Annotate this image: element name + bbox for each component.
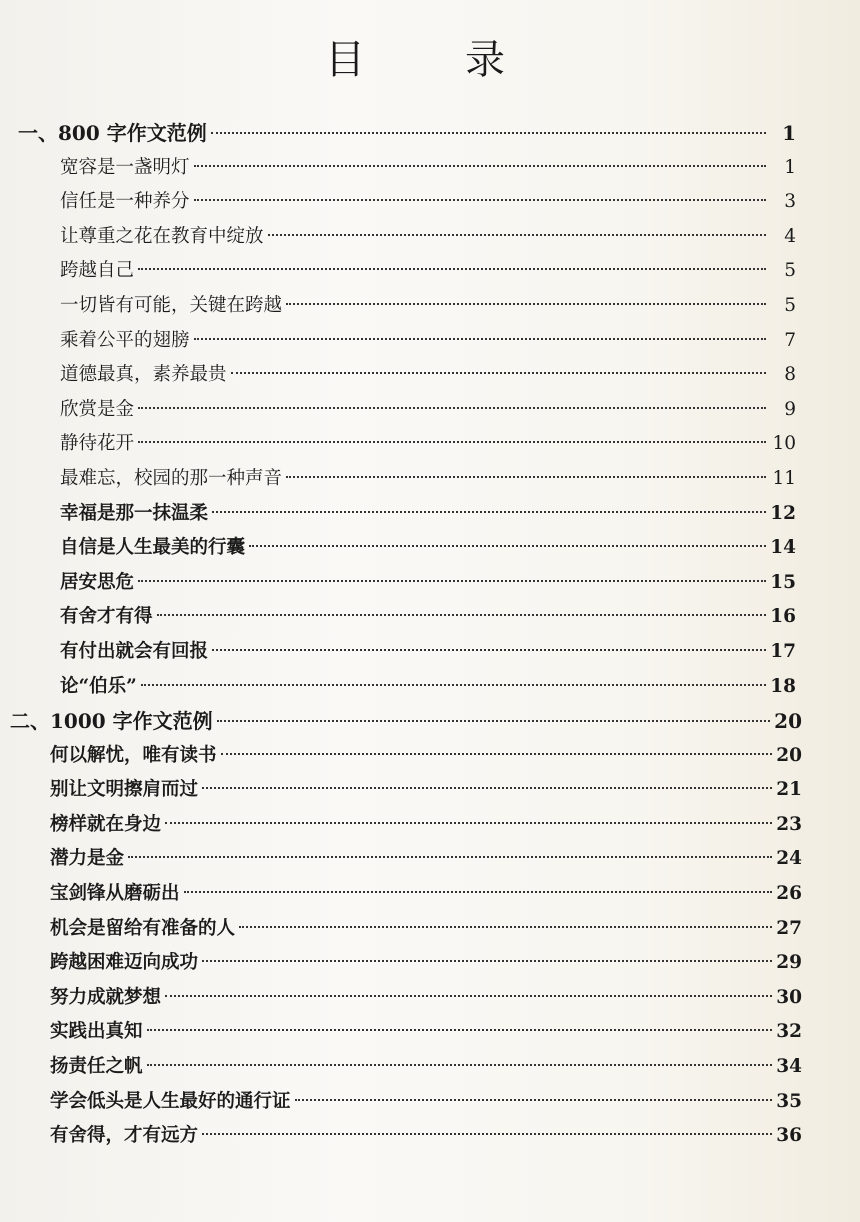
- toc-page-number: 12: [770, 502, 796, 524]
- toc-entry-title: 跨越自己: [60, 260, 135, 282]
- toc-entry-title: 潜力是金: [50, 848, 125, 870]
- toc-entry[interactable]: [0, 393, 860, 428]
- dot-leader: [286, 476, 766, 478]
- toc-entry[interactable]: [0, 1015, 860, 1050]
- toc-entry[interactable]: [0, 842, 860, 877]
- toc-entry[interactable]: [0, 1119, 860, 1154]
- dot-leader: [221, 753, 772, 755]
- dot-leader: [165, 995, 772, 997]
- dot-leader: [138, 268, 766, 270]
- toc-page-number: 10: [772, 433, 796, 455]
- dot-leader: [165, 822, 772, 824]
- toc-entry[interactable]: [0, 324, 860, 359]
- dot-leader: [138, 407, 766, 409]
- dot-leader: [295, 1099, 772, 1101]
- toc-entry[interactable]: [0, 254, 860, 289]
- toc-entry[interactable]: [0, 220, 860, 255]
- toc-page-number: 18: [770, 675, 796, 697]
- dot-leader: [184, 891, 772, 893]
- toc-page-number: 35: [776, 1090, 802, 1112]
- dot-leader: [141, 684, 766, 686]
- toc-entry[interactable]: [0, 635, 860, 670]
- dot-leader: [194, 199, 766, 201]
- toc-entry[interactable]: [0, 358, 860, 393]
- toc-page-number: 26: [776, 883, 802, 905]
- toc-page-number: 4: [784, 225, 796, 247]
- toc-page-number: 20: [774, 709, 802, 734]
- toc-entry[interactable]: [0, 773, 860, 808]
- toc-page-number: 5: [784, 260, 796, 282]
- dot-leader: [268, 234, 766, 236]
- dot-leader: [128, 856, 772, 858]
- toc-entry-title: 扬责任之帆: [50, 1056, 143, 1078]
- toc-entry[interactable]: [0, 739, 860, 774]
- toc-entry-title: 宝剑锋从磨砺出: [50, 883, 180, 905]
- toc-entry-title: 榜样就在身边: [50, 813, 162, 835]
- toc-entry[interactable]: [0, 600, 860, 635]
- toc-page-number: 36: [776, 1125, 802, 1147]
- toc-entry-title: 何以解忧，唯有读书: [50, 744, 217, 766]
- toc-page-number: 8: [784, 364, 796, 386]
- toc-page-number: 11: [772, 467, 796, 489]
- toc-page-number: 5: [784, 294, 796, 316]
- toc-entry-title: 信任是一种养分: [60, 191, 190, 213]
- toc-page-number: 1: [784, 156, 796, 178]
- toc-entry[interactable]: [0, 185, 860, 220]
- dot-leader: [138, 580, 766, 582]
- dot-leader: [147, 1064, 772, 1066]
- table-of-contents: [0, 116, 860, 1154]
- toc-entry[interactable]: [0, 151, 860, 186]
- dot-leader: [147, 1029, 772, 1031]
- toc-page-number: 29: [776, 952, 802, 974]
- toc-page-number: 14: [770, 537, 796, 559]
- toc-entry[interactable]: [0, 670, 860, 705]
- toc-entry-title: 让尊重之花在教育中绽放: [60, 225, 264, 247]
- toc-entry-title: 学会低头是人生最好的通行证: [50, 1090, 291, 1112]
- toc-page-number: 16: [770, 606, 796, 628]
- dot-leader: [212, 511, 766, 513]
- toc-page-number: 17: [770, 640, 796, 662]
- toc-section-800: [0, 116, 860, 704]
- toc-entry-title: 道德最真，素养最贵: [60, 364, 227, 386]
- toc-entry[interactable]: [0, 566, 860, 601]
- toc-entry[interactable]: [0, 946, 860, 981]
- toc-entry-title: 欣赏是金: [60, 398, 135, 420]
- toc-page-number: 21: [776, 779, 802, 801]
- toc-entry-title: 乘着公平的翅膀: [60, 329, 190, 351]
- toc-page-number: 32: [776, 1021, 802, 1043]
- toc-entry[interactable]: [0, 289, 860, 324]
- dot-leader: [217, 720, 771, 722]
- toc-entry[interactable]: [0, 462, 860, 497]
- toc-entry-title: 幸福是那一抹温柔: [60, 502, 209, 524]
- toc-page-number: 9: [784, 398, 796, 420]
- toc-page-number: 15: [770, 571, 796, 593]
- toc-section-label: 一、800 字作文范例: [18, 121, 207, 145]
- toc-page-number: 30: [776, 986, 802, 1008]
- dot-leader: [231, 372, 766, 374]
- toc-entry-title: 有舍才有得: [60, 606, 153, 628]
- toc-page-number: 34: [776, 1056, 802, 1078]
- dot-leader: [202, 1133, 772, 1135]
- dot-leader: [202, 960, 772, 962]
- dot-leader: [157, 614, 766, 616]
- toc-entry-title: 跨越困难迈向成功: [50, 952, 199, 974]
- toc-entry-title: 最难忘，校园的那一种声音: [60, 467, 283, 489]
- toc-entry-title: 有舍得，才有远方: [50, 1125, 199, 1147]
- toc-section-label: 二、1000 字作文范例: [10, 709, 213, 734]
- toc-entry-title: 努力成就梦想: [50, 986, 162, 1008]
- dot-leader: [212, 649, 766, 651]
- dot-leader: [138, 441, 766, 443]
- toc-page-number: 7: [784, 329, 796, 351]
- dot-leader: [249, 545, 766, 547]
- toc-page-number: 3: [784, 191, 796, 213]
- toc-entry-title: 别让文明擦肩而过: [50, 779, 199, 801]
- toc-entry[interactable]: [0, 531, 860, 566]
- toc-entry-title: 有付出就会有回报: [60, 640, 209, 662]
- toc-page-number: 27: [776, 917, 802, 939]
- toc-page-number: 23: [776, 813, 802, 835]
- toc-entry-title: 论“伯乐”: [60, 675, 137, 697]
- toc-entry-title: 宽容是一盏明灯: [60, 156, 190, 178]
- toc-entry[interactable]: [0, 427, 860, 462]
- toc-entry[interactable]: [0, 912, 860, 947]
- toc-page-number: 1: [782, 121, 796, 145]
- toc-page-number: 24: [776, 848, 802, 870]
- page-title: 目 录: [325, 37, 535, 83]
- dot-leader: [202, 787, 772, 789]
- toc-page-number: 20: [776, 744, 802, 766]
- toc-section-1000: [0, 704, 860, 1154]
- toc-entry[interactable]: [0, 808, 860, 843]
- toc-entry[interactable]: [0, 981, 860, 1016]
- toc-entry-title: 实践出真知: [50, 1021, 143, 1043]
- toc-entry[interactable]: [0, 1050, 860, 1085]
- toc-section-heading[interactable]: [0, 116, 860, 151]
- toc-entry[interactable]: [0, 497, 860, 532]
- toc-entry[interactable]: [0, 1085, 860, 1120]
- toc-section-heading[interactable]: [0, 704, 860, 739]
- dot-leader: [239, 926, 772, 928]
- toc-entry-title: 静待花开: [60, 433, 135, 455]
- toc-entry-title: 自信是人生最美的行囊: [60, 537, 246, 559]
- toc-entry[interactable]: [0, 877, 860, 912]
- dot-leader: [286, 303, 766, 305]
- toc-entry-title: 机会是留给有准备的人: [50, 917, 236, 939]
- dot-leader: [194, 338, 766, 340]
- toc-entry-title: 居安思危: [60, 571, 135, 593]
- dot-leader: [211, 132, 766, 134]
- toc-entry-title: 一切皆有可能，关键在跨越: [60, 294, 283, 316]
- dot-leader: [194, 165, 766, 167]
